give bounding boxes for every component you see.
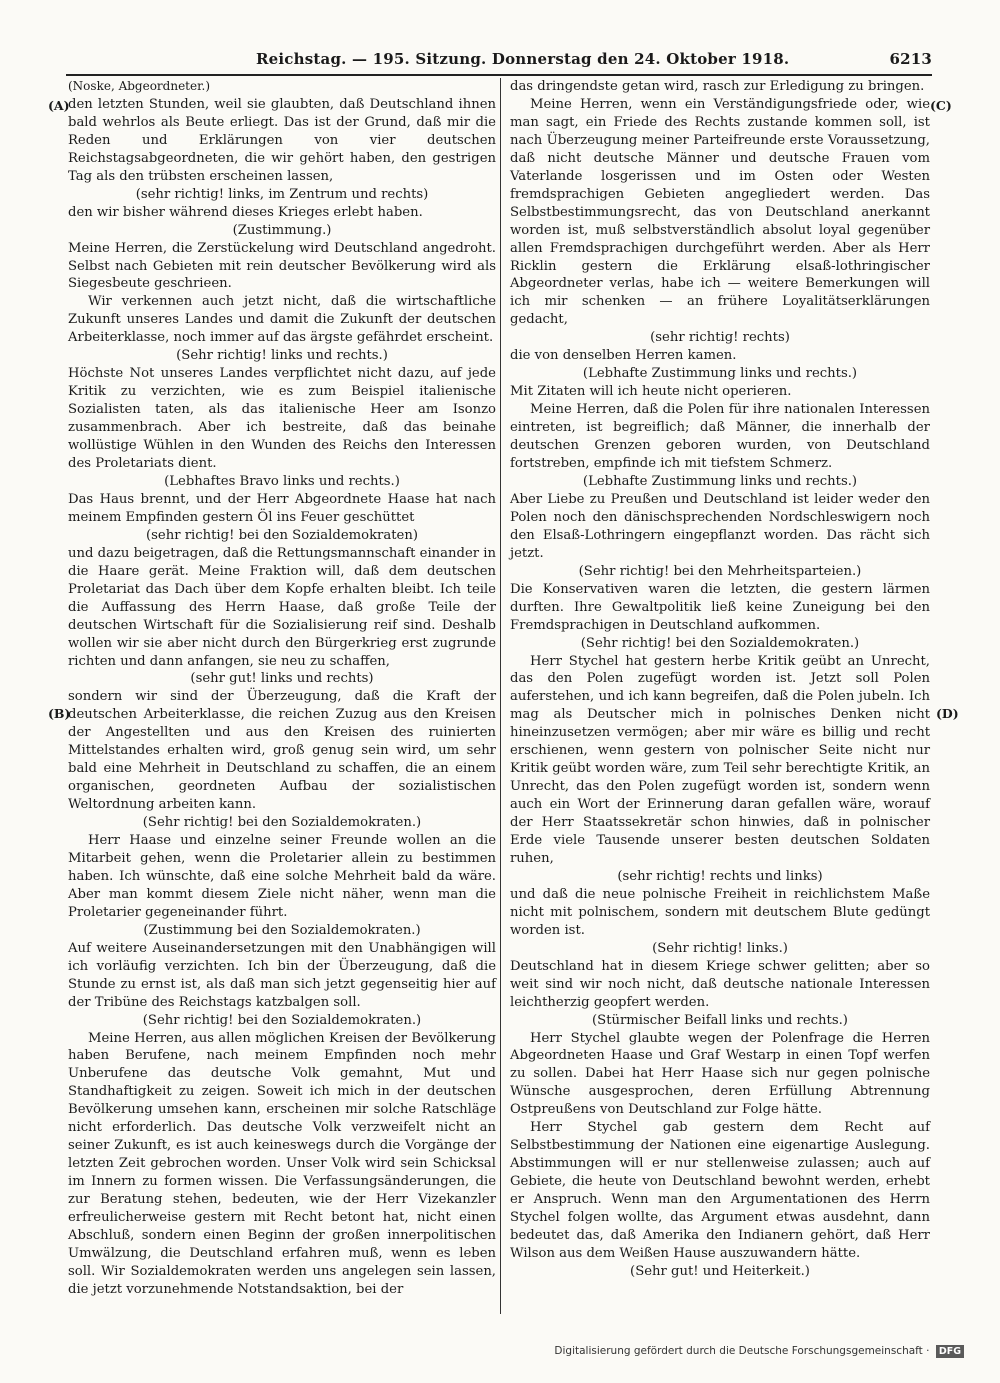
left-column-paragraph: den wir bisher während dieses Krieges erlebt haben. [68, 204, 423, 220]
right-column-paragraph: Mit Zitaten will ich heute nicht operieren. [510, 384, 792, 400]
left-column-paragraph: sondern wir sind der Überzeugung, daß die Kraft der deutschen Arbeiterklasse, die reichen Zuzug aus den Kreisen der Angestellten und aus den Kreisen des ruinierten Mittelstandes erhalten wird, groß genug sein wird, um sehr bald eine Mehrheit in Deutschland zu schaffen, die an einem organischen, geordneten Aufbau der sozialistischen Weltordnung arbeiten kann. [68, 689, 496, 813]
right-column-paragraph: Meine Herren, daß die Polen für ihre nationalen Interessen eintreten, ist begreiflich; daß Männer, die innerhalb der deutschen Grenzen geboren wurden, von Deutschland fortstreben, empfinde ich mit tiefstem Schmerz. [510, 402, 930, 472]
right-column-paragraph: Die Konservativen waren die letzten, die gestern lärmen durften. Ihre Gewaltpolitik ließ keine Zuneigung bei den Fremdsprachigen in Deutschland aufkommen. [510, 581, 930, 633]
column-divider [500, 78, 501, 1314]
right-column-paragraph: und daß die neue polnische Freiheit in reichlichstem Maße nicht mit polnischem, sondern mit deutschem Blute gedüngt worden ist. [510, 886, 930, 938]
right-column-paragraph: die von denselben Herren kamen. [510, 348, 737, 364]
margin-marker-a: (A) [48, 98, 70, 113]
margin-marker-c: (C) [930, 98, 952, 113]
right-column-paragraph: (Sehr richtig! links.) [652, 940, 788, 956]
left-column-paragraph: und dazu beigetragen, daß die Rettungsmannschaft einander in die Haare gerät. Meine Fraktion will, daß dem deutschen Proletariat das Dach über dem Kopfe erhalten bleibt. Ich teile die Auffassung des Herrn Haase, daß große Teile der deutschen Wirtschaft für die Sozialisierung reif sind. Deshalb wollen wir sie aber nicht durch den Bürgerkrieg erst zugrunde richten und dann anfangen, sie neu zu schaffen, [68, 545, 496, 669]
left-column-paragraph: den letzten Stunden, weil sie glaubten, daß Deutschland ihnen bald wehrlos als Beute erliegt. Das ist der Grund, daß mir die Reden und Erklärungen von vier deutschen Reichstagsabgeordneten, die wir gehört haben, den gestrigen Tag als den trübsten erscheinen lassen, [68, 96, 496, 184]
left-column-paragraph: Höchste Not unseres Landes verpflichtet nicht dazu, auf jede Kritik zu verzichten, wie es zum Beispiel italienische Sozialisten taten, als das italienische Heer am Isonzo zusammenbrach. Aber ich bestreite, daß das beinahe wollüstige Wühlen in den Wunden des Reichs den Interessen des Proletariats dient. [68, 366, 496, 472]
footer-credit [554, 1345, 964, 1358]
header-rule [66, 74, 932, 76]
header-title: Reichstag. — 195. Sitzung. Donnerstag den 24. Oktober 1918. [256, 50, 790, 68]
right-column-paragraph: Herr Stychel glaubte wegen der Polenfrage die Herren Abgeordneten Haase und Graf Westarp in einen Topf werfen zu sollen. Dabei hat Herr Haase sich nur gegen polnische Wünsche ausgesprochen, deren Erfüllung Abtrennung Ostpreußens von Deutschland zur Folge hätte. [510, 1030, 930, 1118]
margin-marker-d: (D) [936, 706, 959, 721]
right-column-paragraph: Aber Liebe zu Preußen und Deutschland ist leider weder den Polen noch den dänischsprechenden Nordschleswigern noch den Elsaß-Lothringern eingepflanzt worden. Das rächt sich jetzt. [510, 491, 930, 561]
left-column-paragraph: (Sehr richtig! bei den Sozialdemokraten.) [142, 1012, 422, 1028]
dfg-logo: DFG [936, 1345, 964, 1358]
left-column-paragraph: (sehr richtig! links, im Zentrum und rechts) [135, 186, 429, 202]
right-column-paragraph: (Lebhafte Zustimmung links und rechts.) [582, 366, 858, 382]
left-column-paragraph: Herr Haase und einzelne seiner Freunde wollen an die Mitarbeit gehen, wenn die Proletarier allein zu bestimmen haben. Ich wünschte, daß eine solche Mehrheit bald da wäre. Aber man kommt diesem Ziele nicht näher, wenn man die Proletarier gegeneinander führt. [68, 833, 496, 920]
left-column-paragraph: (Sehr richtig! bei den Sozialdemokraten.) [142, 815, 422, 831]
left-column [68, 78, 496, 1299]
right-column-paragraph: (sehr richtig! rechts und links) [617, 868, 823, 884]
page-number: 6213 [889, 50, 932, 68]
left-column-paragraph: (Zustimmung.) [232, 222, 332, 238]
right-column-paragraph: (Sehr richtig! bei den Sozialdemokraten.) [580, 635, 860, 651]
right-column-paragraph: (sehr richtig! rechts) [650, 330, 790, 346]
left-column-paragraph: Meine Herren, die Zerstückelung wird Deutschland angedroht. Selbst nach Gebieten mit rein deutscher Bevölkerung wird als Siegesbeute geschrieen. [68, 240, 496, 292]
left-column-paragraph: (sehr richtig! bei den Sozialdemokraten) [146, 527, 418, 543]
right-column-paragraph: Herr Stychel hat gestern herbe Kritik geübt an Unrecht, das den Polen zugefügt worden ist. Jetzt soll Polen auferstehen, und ich kann begreifen, daß die Polen jubeln. Ich mag als Deutscher mich in polnisches Denken nicht hineinzusetzen vermögen; aber mir wäre es billig und recht erschienen, wenn gestern von polnischer Seite nicht nur Kritik geübt worden wäre, zum Teil sehr berechtigte Kritik, an Unrecht, das den Polen zugefügt worden ist, sondern wenn auch ein Wort der Erinnerung daran gefallen wäre, worauf der Herr Staatssekretär schon hinwies, daß in polnischer Erde viele Tausende unserer besten deutschen Soldaten ruhen, [510, 653, 930, 866]
right-column-paragraph: (Sehr richtig! bei den Mehrheitsparteien.) [578, 563, 862, 579]
left-column-paragraph: Auf weitere Auseinandersetzungen mit den Unabhängigen will ich vorläufig verzichten. Ich bin der Überzeugung, daß die Stunde zu ernst ist, als daß man sich jetzt gegenseitig hier auf der Tribüne des Reichstags katzbalgen soll. [68, 940, 496, 1010]
right-column-paragraph: das dringendste getan wird, rasch zur Erledigung zu bringen. [510, 79, 925, 94]
left-column-paragraph: (Lebhaftes Bravo links und rechts.) [164, 473, 400, 489]
page-header [66, 50, 932, 74]
right-column-paragraph: Herr Stychel gab gestern dem Recht auf Selbstbestimmung der Nationen eine eigenartige Auslegung. Abstimmungen will er nur stellenweise zulassen; auch auf Gebiete, die heute von Deutschland bewohnt werden, erhebt er Anspruch. Wenn man den Argumentationen des Herrn Stychel folgen wollte, das Argument etwas ausdehnt, dann bedeutet das, daß Amerika den Indianern gehört, daß Herr Wilson aus dem Weißen Hause auszuwandern hätte. [510, 1120, 930, 1261]
left-column-paragraph: Meine Herren, aus allen möglichen Kreisen der Bevölkerung haben Berufene, nach meinem Empfinden noch mehr Unberufene das deutsche Volk gemahnt, Mut und Standhaftigkeit zu zeigen. Soweit ich mich in der deutschen Bevölkerung umsehen kann, erscheinen mir solche Ratschläge nicht erforderlich. Das deutsche Volk verzweifelt nicht an seiner Zukunft, es ist auch keineswegs durch die Vorgänge der letzten Zeit gebrochen worden. Unser Volk wird sein Schicksal im Innern zu formen wissen. Die Verfassungsänderungen, die zur Beratung stehen, bedeuten, wie der Herr Vizekanzler erfreulicherweise gestern mit Recht betont hat, nicht einen Abschluß, sondern einen Beginn der großen innerpolitischen Umwälzung, die Deutschland erfahren muß, wenn es leben soll. Wir Sozialdemokraten werden uns angelegen sein lassen, die jetzt vorzunehmende Notstandsaktion, bei der [68, 1030, 496, 1297]
left-column-paragraph: (Sehr richtig! links und rechts.) [176, 348, 388, 364]
right-column-paragraph: (Sehr gut! und Heiterkeit.) [630, 1263, 810, 1279]
right-column-paragraph: Deutschland hat in diesem Kriege schwer gelitten; aber so weit sind wir noch nicht, daß deutsche nationale Interessen leichtherzig geopfert werden. [510, 958, 930, 1010]
left-column-paragraph: Wir verkennen auch jetzt nicht, daß die wirtschaftliche Zukunft unseres Landes und damit die Zukunft der deutschen Arbeiterklasse, noch immer auf das ärgste gefährdet erscheint. [68, 294, 496, 346]
left-column-paragraph: (Noske, Abgeordneter.) [68, 79, 211, 93]
right-column-paragraph: Meine Herren, wenn ein Verständigungsfriede oder, wie man sagt, ein Friede des Rechts zustande kommen soll, ist nach Überzeugung meiner Parteifreunde erste Voraussetzung, daß nicht deutsche Männer und deutsche Frauen vom Vaterlande losgerissen und im Osten oder Westen fremdsprachigen Gebieten angegliedert werden. Das Selbstbestimmungsrecht, das von Deutschland anerkannt worden ist, muß selbstverständlich absolut loyal gegenüber allen Fremdsprachigen durchgeführt werden. Aber als Herr Ricklin gestern die Erklärung elsaß-lothringischer Abgeordneter verlas, habe ich — weitere Bemerkungen will ich mir schenken — an frühere Loyalitätserklärungen gedacht, [510, 96, 930, 328]
left-column-paragraph: (Zustimmung bei den Sozialdemokraten.) [143, 922, 421, 938]
footer-text: Digitalisierung gefördert durch die Deutsche Forschungsgemeinschaft · [554, 1345, 930, 1357]
left-column-paragraph: Das Haus brennt, und der Herr Abgeordnete Haase hat nach meinem Empfinden gestern Öl ins Feuer geschüttet [68, 491, 496, 525]
left-column-paragraph: (sehr gut! links und rechts) [190, 671, 374, 687]
right-column-paragraph: (Stürmischer Beifall links und rechts.) [592, 1012, 848, 1028]
margin-marker-b: (B) [48, 706, 71, 721]
right-column-paragraph: (Lebhafte Zustimmung links und rechts.) [582, 473, 858, 489]
right-column [510, 78, 930, 1281]
